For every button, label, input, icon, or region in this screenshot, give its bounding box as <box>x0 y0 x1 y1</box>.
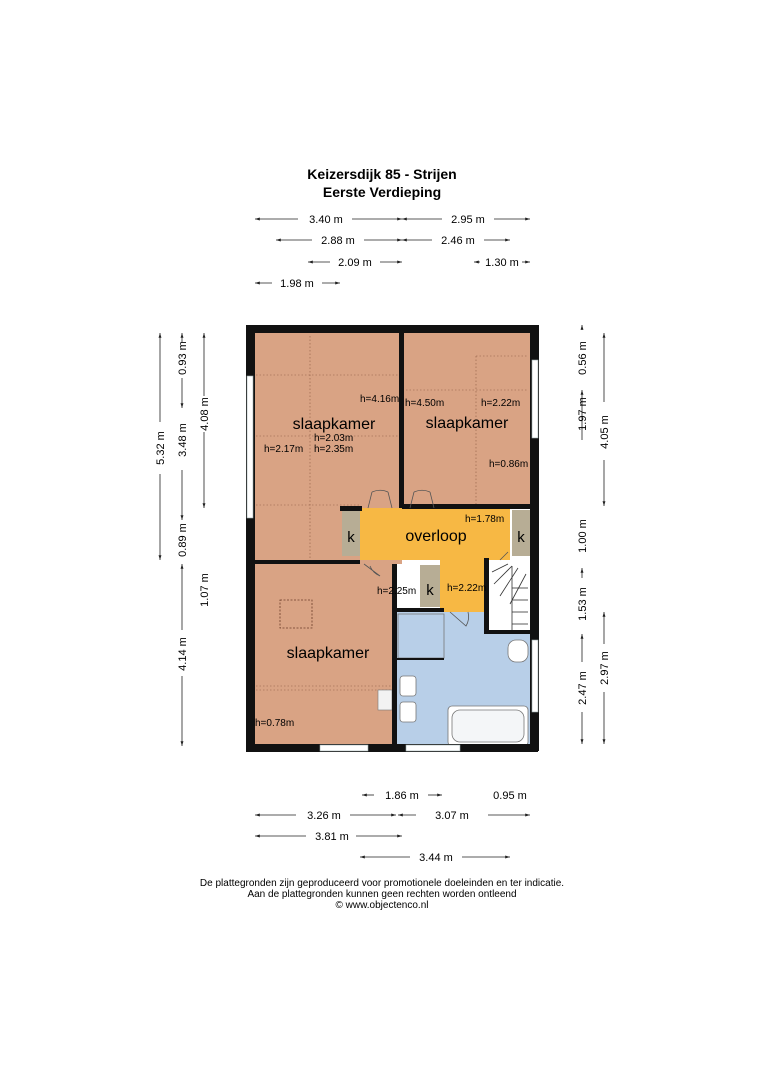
dimension-label: 2.97 m <box>599 651 611 685</box>
dimension-label: 1.30 m <box>485 257 519 269</box>
closet-label-center: k <box>426 582 434 599</box>
disclaimer-line-2: Aan de plattegronden kunnen geen rechten worden ontleend <box>247 889 517 900</box>
plan-address: Keizersdijk 85 - Strijen <box>307 166 457 182</box>
disclaimer-line-1: De plattegronden zijn geproduceerd voor promotionele doeleinden en ter indicatie. <box>199 878 565 889</box>
room-label-bedroom-2: slaapkamer <box>425 415 509 432</box>
dimension-label: 1.97 m <box>577 397 589 431</box>
room-label-bedroom-1: slaapkamer <box>292 416 376 433</box>
height-label: h=0.86m <box>489 459 529 470</box>
height-label: h=2.35m <box>314 444 354 455</box>
washbasin-2 <box>400 702 416 722</box>
height-label: h=0.78m <box>255 718 295 729</box>
height-label: h=4.50m <box>405 398 445 409</box>
window-bottom-left <box>320 745 368 751</box>
height-label: h=2.17m <box>264 444 304 455</box>
dimension-label: 1.07 m <box>199 573 211 607</box>
height-label: h=2.22m <box>447 583 487 594</box>
dimension-label: 3.40 m <box>309 214 343 226</box>
plan-floor-name: Eerste Verdieping <box>322 184 442 200</box>
dimension-label: 2.95 m <box>451 214 485 226</box>
dimension-label: 2.88 m <box>321 235 355 247</box>
closet-label-right: k <box>517 529 525 546</box>
dimension-label: 1.86 m <box>385 790 419 802</box>
window-right-bottom <box>532 640 538 712</box>
height-label: h=1.78m <box>465 514 505 525</box>
dimension-label: 1.98 m <box>280 278 314 290</box>
height-label: h=2.03m <box>314 433 354 444</box>
radiator-marker <box>378 690 392 710</box>
dimension-label: 0.93 m <box>177 341 189 375</box>
dimension-label: 4.08 m <box>199 397 211 431</box>
dimension-label: 1.00 m <box>577 519 589 553</box>
dimension-label: 4.14 m <box>177 637 189 671</box>
height-label: h=4.16m <box>360 394 400 405</box>
dimension-label: 2.47 m <box>577 671 589 705</box>
dimension-label: 0.56 m <box>577 341 589 375</box>
dimension-label: 3.26 m <box>307 810 341 822</box>
bathtub-inner <box>452 710 524 742</box>
dimension-label: 2.46 m <box>441 235 475 247</box>
dimension-label: 3.07 m <box>435 810 469 822</box>
dimension-label: 3.44 m <box>419 852 453 864</box>
dimension-label: 2.09 m <box>338 257 372 269</box>
toilet <box>508 640 528 662</box>
window-bottom-right <box>406 745 460 751</box>
room-label-bedroom-3: slaapkamer <box>286 645 370 662</box>
dimension-label: 4.05 m <box>599 415 611 449</box>
window-left <box>247 376 253 518</box>
closet-label-left: k <box>347 529 355 546</box>
copyright-line: © www.objectenco.nl <box>335 900 429 911</box>
dimension-label: 5.32 m <box>155 431 167 465</box>
room-label-landing: overloop <box>405 528 467 545</box>
height-label: h=2.22m <box>481 398 521 409</box>
washbasin-1 <box>400 676 416 696</box>
dimension-label: 0.95 m <box>493 790 527 802</box>
window-right-top <box>532 360 538 438</box>
dimension-label: 3.81 m <box>315 831 349 843</box>
dimension-label: 1.53 m <box>577 587 589 621</box>
dimension-label: 0.89 m <box>177 523 189 557</box>
height-label: h=2.25m <box>377 586 417 597</box>
dimension-label: 3.48 m <box>177 423 189 457</box>
